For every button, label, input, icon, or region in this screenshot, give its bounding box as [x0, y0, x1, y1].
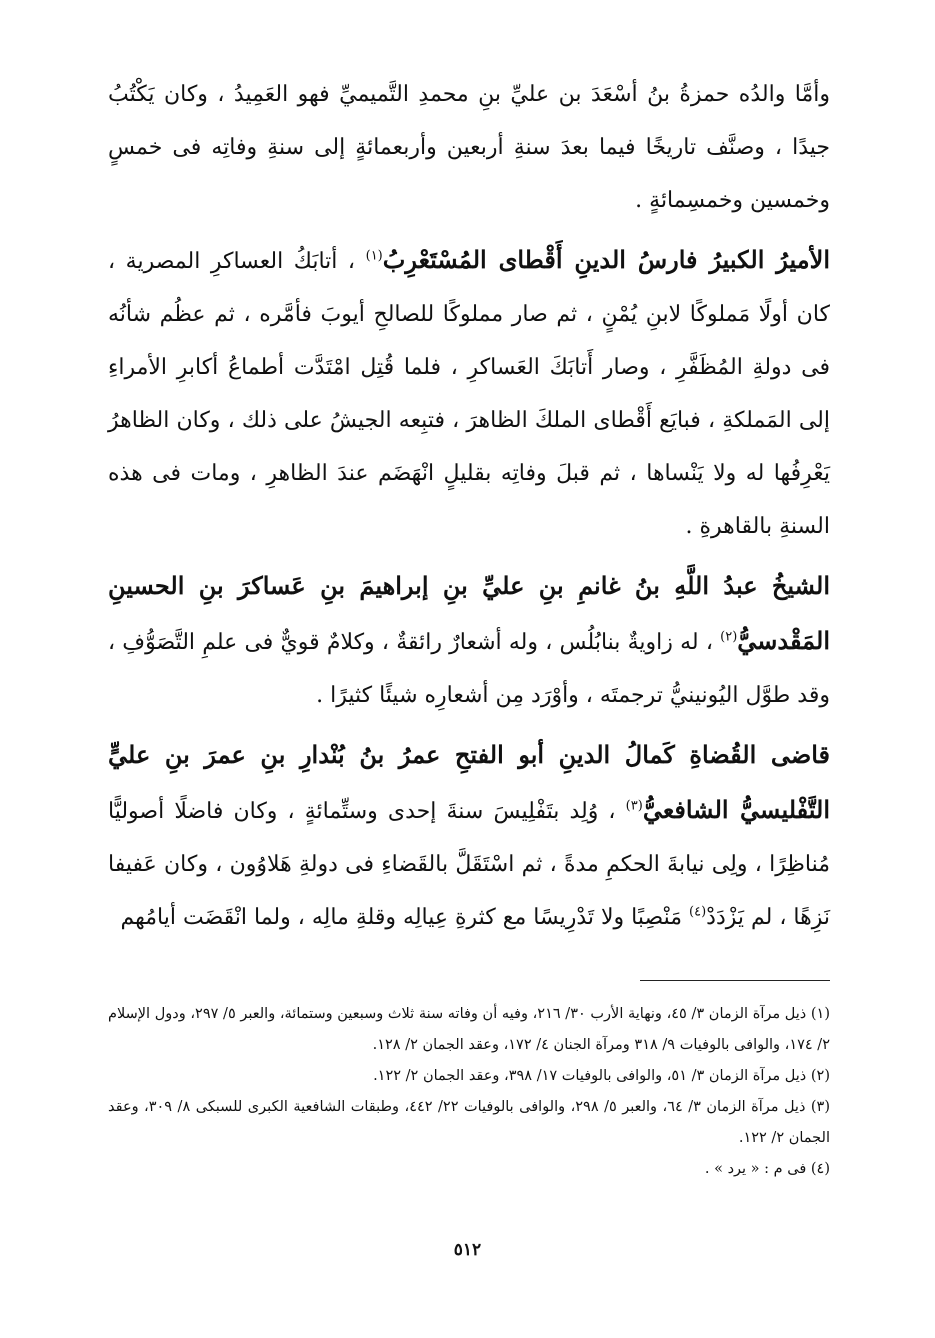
footnote-marker[interactable]: (١) — [365, 248, 383, 264]
paragraph-text-continued: مَنْصِبًا ولا تَدْرِيسًا مع كثرةِ عِيالِه وقلةِ مالِه ، ولما انْقَضَت أيامُهم — [120, 905, 682, 930]
footnote-marker[interactable]: (٢) — [720, 629, 738, 645]
footnote-divider — [640, 980, 830, 981]
paragraph-aqtai — [108, 233, 830, 553]
footnote-4: (٤) فى م : « يرد » . — [704, 1161, 830, 1177]
paragraph-text: ، له زاويةٌ بنابُلُس ، وله أشعارٌ رائقةٌ ، وكلامٌ قويٌّ فى علمِ التَّصَوُّفِ ، وقد طوَّل اليُونينيُّ ترجمتَه ، وأوْرَد مِن أشعارِه شيئًا كثيرًا . — [108, 630, 830, 708]
paragraph-text: ، وُلِد بتَفْلِيسَ سنةَ إحدى وستِّمائةٍ ، وكان فاضلًا أصوليًّا مُناظِرًا ، ولِى نيابةَ الحكمِ مدةً ، ثم اسْتَقَلَّ بالقَضاءِ فى دولةِ هَلاوُون ، وكان عَفيفا نَزِهًا ، لم يَزْدَدْ — [108, 799, 830, 930]
paragraph-text: ، أتابَكُ العساكرِ المصرية ، كان أولًا مَملوكًا لابنِ يُمْنٍ ، ثم صار مملوكًا للصالحِ أيوبَ فأمَّره ، ثم عظُم شأنُه فى دولةِ المُظَفَّرِ ، وصار أَتابَكَ العَساكرِ ، فلما قُتِل امْتَدَّت أطماعُ أكابرِ الأمراءِ إلى المَملكةِ ، فبايَع أَقْطاى الملكَ الظاهرَ ، فتبِعه الجيشُ على ذلك ، وكان الظاهرُ يَعْرِفُها له ولا يَنْساها ، ثم قبلَ وفاتِه بقليلٍ انْهَضَم عندَ الظاهرِ ، ومات فى هذه السنةِ بالقاهرةِ . — [108, 249, 830, 539]
paragraph-hamza — [108, 68, 830, 227]
page-number: ٥١٢ — [453, 1240, 482, 1260]
biography-name: قاضى القُضاةِ كَمالُ الدينِ أبو الفتحِ عمرُ بنُ بُنْدارِ بنِ عمرَ بنِ عليٍّ التَّفْليسيُّ الشافعيُّ — [108, 740, 831, 824]
footnote-1: (١) ذيل مرآة الزمان ٣/ ٤٥، ونهاية الأرب ٣٠/ ٢١٦، وفيه أن وفاته سنة ثلاث وسبعين وستمائة، والعبر ٥/ ٢٩٧، ودول الإسلام ٢/ ١٧٤، والوافى بالوفيات ٩/ ٣١٨ ومرآة الجنان ٤/ ١٧٢، وعقد الجمان ٢/ ١٢٨. — [108, 1006, 830, 1053]
footnote-marker[interactable]: (٤) — [689, 904, 707, 920]
footnote-3: (٣) ذيل مرآة الزمان ٣/ ٦٤، والعبر ٥/ ٢٩٨، والوافى بالوفيات ٢٢/ ٤٤٢، وطبقات الشافعية الكبرى للسبكى ٨/ ٣٠٩، وعقد الجمان ٢/ ١٢٢. — [108, 1099, 830, 1146]
paragraph-text: وأمَّا والدُه حمزةُ بنُ أسْعَدَ بن عليِّ بنِ محمدِ التَّميميِّ فهو العَمِيدُ ، وكان يَكْتُبُ جيدًا ، وصنَّف تاريخًا فيما بعدَ سنةِ أربعين وأربعمائةٍ إلى سنةِ وفاتِه فى خمسٍ وخمسين وخمسِمائةٍ . — [108, 82, 830, 213]
footnote-2: (٢) ذيل مرآة الزمان ٣/ ٥١، والوافى بالوفيات ١٧/ ٣٩٨، وعقد الجمان ٢/ ١٢٢. — [373, 1068, 830, 1084]
biography-name: الشيخُ عبدُ اللَّهِ بنُ غانمِ بنِ عليِّ بنِ إبراهيمَ بنِ عَساكرَ بنِ الحسينِ المَقْدسيُّ — [108, 571, 831, 655]
paragraph-umar — [108, 728, 830, 944]
biography-name: الأميرُ الكبيرُ فارسُ الدينِ أَقْطاى المُسْتَعْرِبُ — [382, 245, 831, 274]
paragraph-abdallah — [108, 559, 830, 722]
footnote-marker[interactable]: (٣) — [625, 798, 643, 814]
footnotes — [108, 999, 830, 1185]
